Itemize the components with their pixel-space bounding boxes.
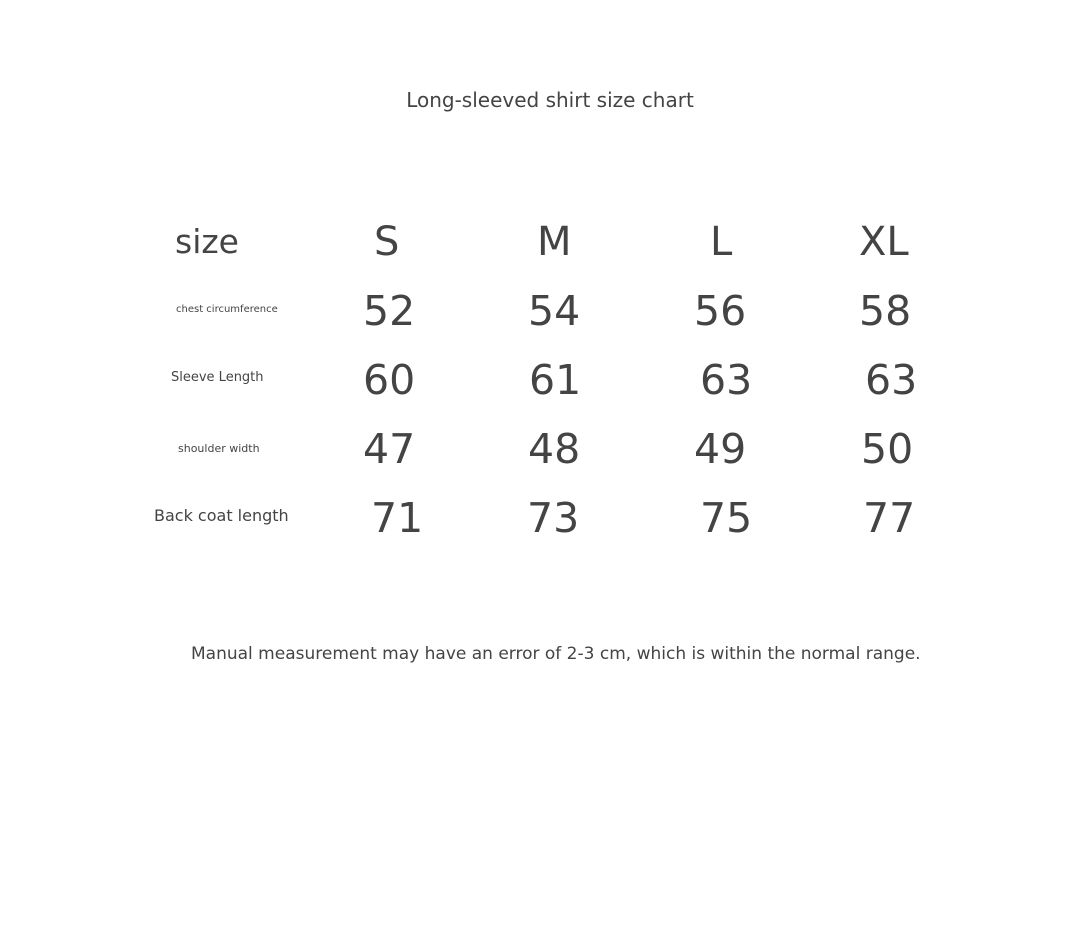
size-header-s: S (374, 219, 400, 265)
value-shoulder-m: 48 (528, 425, 581, 473)
value-back-length-l: 75 (700, 494, 753, 542)
value-sleeve-s: 60 (363, 356, 416, 404)
row-label-sleeve: Sleeve Length (171, 370, 264, 385)
chart-title: Long-sleeved shirt size chart (406, 88, 694, 112)
value-chest-l: 56 (694, 287, 747, 335)
row-label-chest: chest circumference (176, 304, 278, 315)
value-chest-xl: 58 (859, 287, 912, 335)
value-shoulder-l: 49 (694, 425, 747, 473)
size-header-xl: XL (859, 219, 909, 265)
row-label-back-length: Back coat length (154, 506, 289, 525)
value-shoulder-xl: 50 (861, 425, 914, 473)
value-sleeve-xl: 63 (865, 356, 918, 404)
value-sleeve-m: 61 (529, 356, 582, 404)
value-chest-s: 52 (363, 287, 416, 335)
size-header-m: M (537, 219, 572, 265)
row-label-shoulder: shoulder width (178, 442, 260, 455)
size-header-l: L (710, 219, 733, 265)
value-back-length-xl: 77 (863, 494, 916, 542)
value-shoulder-s: 47 (363, 425, 416, 473)
size-header-label: size (175, 222, 239, 261)
value-back-length-m: 73 (527, 494, 580, 542)
value-sleeve-l: 63 (700, 356, 753, 404)
value-chest-m: 54 (528, 287, 581, 335)
value-back-length-s: 71 (371, 494, 424, 542)
measurement-note: Manual measurement may have an error of 2-3 cm, which is within the normal range. (191, 644, 921, 664)
